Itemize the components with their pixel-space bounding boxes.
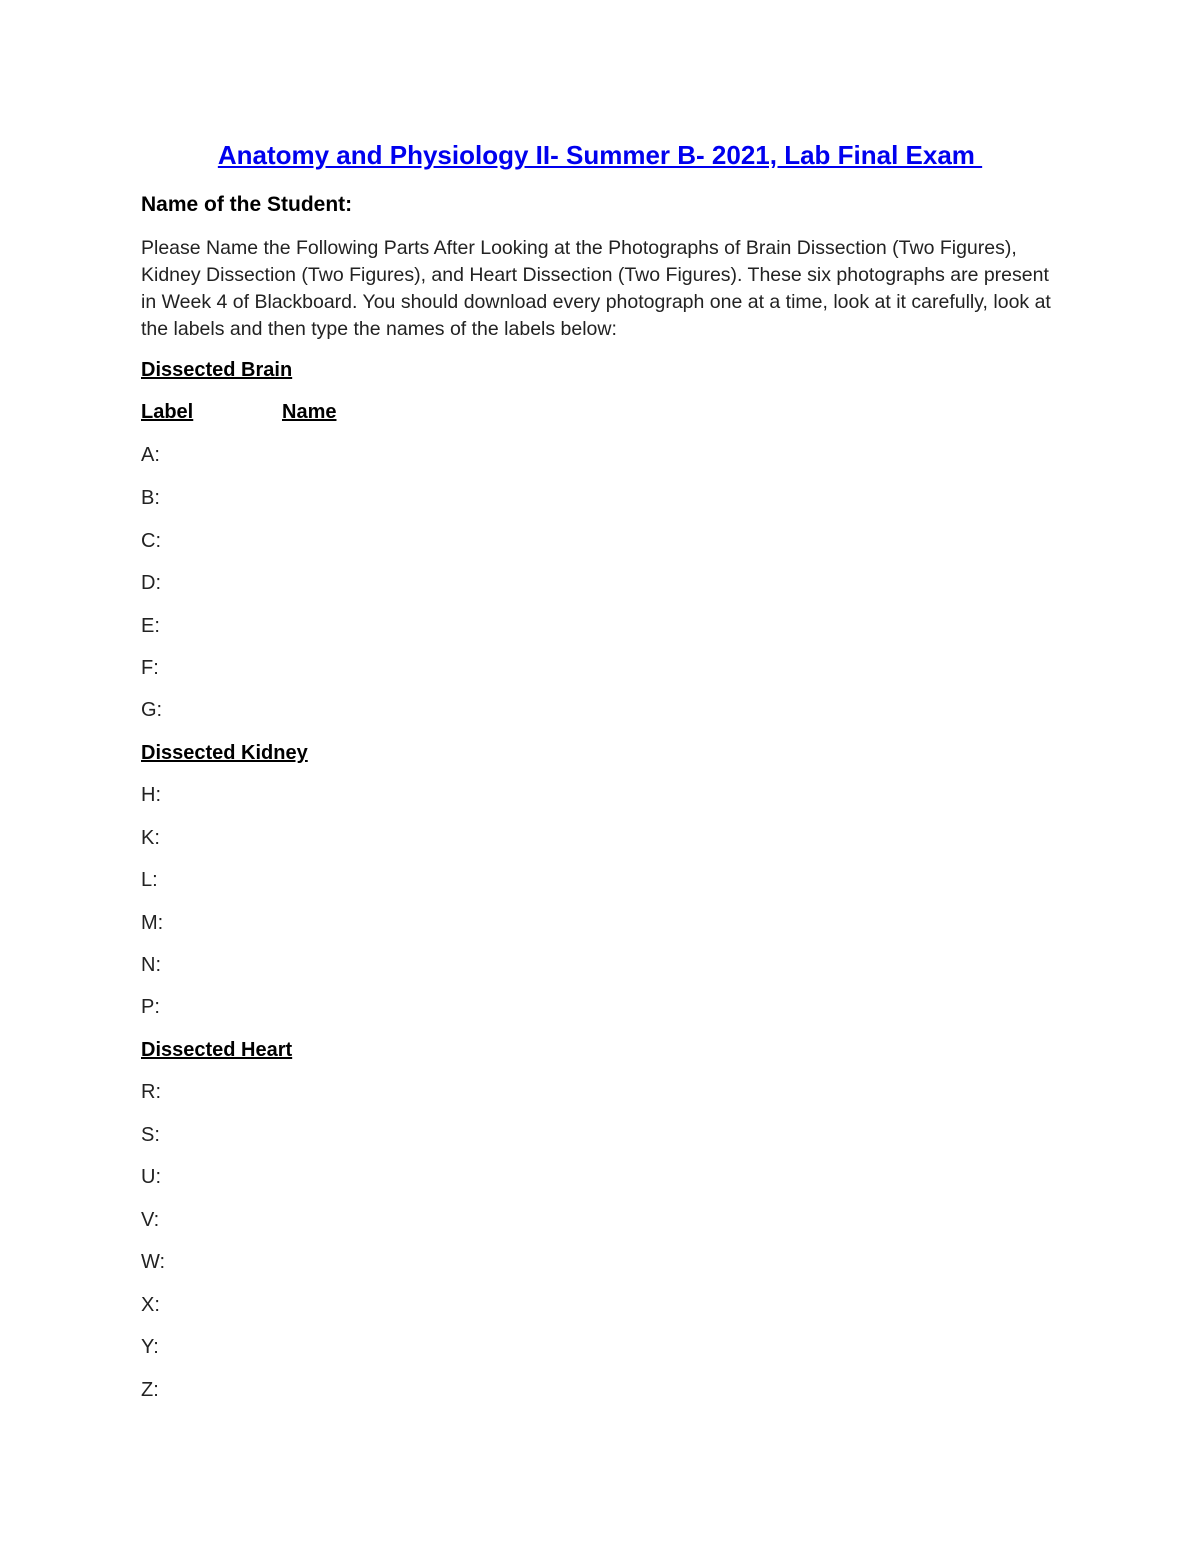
document-title: Anatomy and Physiology II- Summer B- 2021, Lab Final Exam: [217, 140, 983, 170]
name-column-header: Name: [282, 401, 337, 423]
kidney-label-n: N:: [141, 954, 161, 976]
heart-label-y: Y:: [141, 1336, 159, 1358]
heart-label-x: X:: [141, 1294, 160, 1316]
heart-label-v: V:: [141, 1209, 160, 1231]
brain-label-a: A:: [141, 444, 160, 466]
instructions-paragraph: Please Name the Following Parts After Looking at the Photographs of Brain Dissection (Two Figures), Kidney Dissection (Two Figures), and Heart Dissection (Two Figures). These six photographs are present in Week 4 of Blackboard. You should download every photograph one at a time, look at it carefully, look at the labels and then type the names of the labels below:: [141, 237, 1051, 340]
label-column-header: Label: [141, 401, 194, 423]
student-name-label: Name of the Student:: [141, 193, 353, 216]
heart-label-r: R:: [141, 1081, 161, 1103]
brain-label-c: C:: [141, 530, 161, 552]
kidney-section-heading: Dissected Kidney: [141, 742, 308, 764]
heart-section-heading: Dissected Heart: [141, 1039, 293, 1061]
heart-label-z: Z:: [141, 1379, 159, 1401]
kidney-label-m: M:: [141, 912, 164, 934]
heart-label-w: W:: [141, 1251, 166, 1273]
heart-label-s: S:: [141, 1124, 160, 1146]
heart-label-u: U:: [141, 1166, 161, 1188]
brain-label-g: G:: [141, 699, 163, 721]
brain-section-heading: Dissected Brain: [141, 359, 293, 381]
kidney-label-p: P:: [141, 996, 160, 1018]
kidney-label-l: L:: [141, 869, 158, 891]
brain-label-e: E:: [141, 615, 160, 637]
brain-label-f: F:: [141, 657, 159, 679]
brain-label-d: D:: [141, 572, 161, 594]
brain-label-b: B:: [141, 487, 160, 509]
kidney-label-h: H:: [141, 784, 161, 806]
kidney-label-k: K:: [141, 827, 160, 849]
